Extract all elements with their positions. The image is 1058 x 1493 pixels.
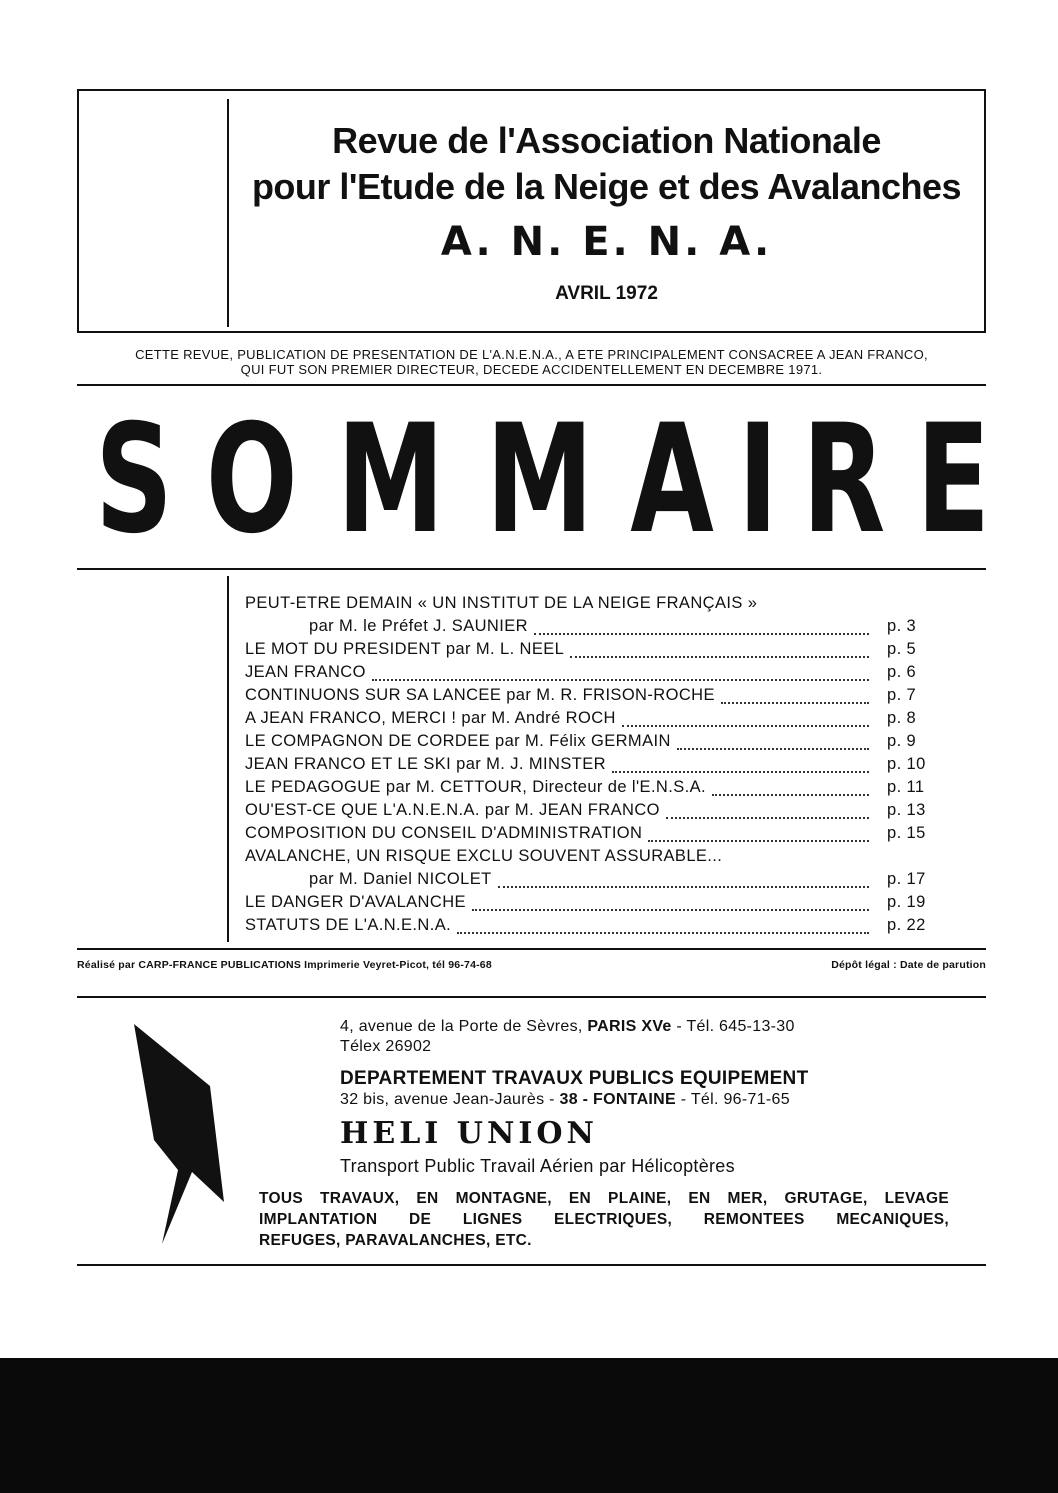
toc-entry-title: A JEAN FRANCO, MERCI ! par M. André ROCH: [245, 709, 616, 727]
toc-leader-dots: [570, 656, 869, 658]
toc-leader-dots: [712, 794, 869, 796]
toc-leader-dots: [666, 817, 869, 819]
toc-leader-dots: [648, 840, 869, 842]
toc-page-number: p. 19: [887, 893, 926, 911]
toc-entry-title: LE MOT DU PRESIDENT par M. L. NEEL: [245, 640, 565, 658]
toc-entry-title: AVALANCHE, UN RISQUE EXCLU SOUVENT ASSURABLE...: [245, 847, 723, 865]
sommaire-letter: A: [630, 393, 714, 567]
toc-leader-dots: [372, 679, 869, 681]
toc-entry-title: PEUT-ETRE DEMAIN « UN INSTITUT DE LA NEIGE FRANÇAIS »: [245, 594, 758, 612]
toc-page-number: p. 9: [887, 732, 917, 750]
toc-leader-dots: [622, 725, 869, 727]
toc-entry-title: OU'EST-CE QUE L'A.N.E.N.A. par M. JEAN FRANCO: [245, 801, 660, 819]
toc-entry-title: LE DANGER D'AVALANCHE: [245, 893, 466, 911]
toc-leader-dots: [498, 886, 869, 888]
department-name: DEPARTEMENT TRAVAUX PUBLICS EQUIPEMENT: [340, 1068, 809, 1089]
toc-entry: [245, 686, 935, 709]
toc-page-number: p. 15: [887, 824, 926, 842]
sommaire-letter: M: [485, 393, 594, 567]
header-acronym: A. N. E. N. A.: [440, 219, 773, 265]
header-title-line2: pour l'Etude de la Neige et des Avalanches: [251, 166, 962, 207]
toc-entry: [245, 755, 935, 778]
intro-line1: CETTE REVUE, PUBLICATION DE PRESENTATION DE L'A.N.E.N.A., A ETE PRINCIPALEMENT CONSACREE A JEAN FRANCO,: [135, 347, 928, 362]
toc-entry-title: LE COMPAGNON DE CORDEE par M. Félix GERMAIN: [245, 732, 671, 750]
toc-entry: [245, 801, 935, 824]
city-fontaine: 38 - FONTAINE: [559, 1091, 677, 1108]
heli-union-logo: [132, 1022, 242, 1244]
toc-entry-title: JEAN FRANCO: [245, 663, 366, 681]
toc-entry: [245, 778, 935, 801]
sommaire-letter: S: [95, 393, 173, 567]
toc-leader-dots: [472, 909, 869, 911]
toc-leader-dots: [721, 702, 869, 704]
printer-credit: Réalisé par CARP-FRANCE PUBLICATIONS Imprimerie Veyret-Picot, tél 96-74-68: [77, 959, 492, 971]
toc-entry: [245, 916, 935, 939]
sommaire-letter: I: [738, 393, 779, 567]
issue-date: AVRIL 1972: [555, 283, 658, 304]
toc-entry: [245, 847, 935, 870]
table-of-contents: [77, 568, 986, 950]
toc-entry: [245, 893, 935, 916]
toc-page-number: p. 6: [887, 663, 917, 681]
city-paris: PARIS XVe: [587, 1018, 672, 1035]
toc-leader-dots: [534, 633, 869, 635]
toc-page-number: p. 5: [887, 640, 917, 658]
company-name: HELI UNION: [340, 1116, 598, 1151]
sommaire-letter: R: [802, 393, 886, 567]
toc-entry: [245, 640, 935, 663]
header-title-line1: Revue de l'Association Nationale: [332, 120, 881, 161]
toc-entry: [245, 870, 935, 893]
toc-leader-dots: [677, 748, 869, 750]
toc-page-number: p. 11: [887, 778, 925, 796]
toc-entry-title: LE PEDAGOGUE par M. CETTOUR, Directeur de l'E.N.S.A.: [245, 778, 707, 796]
toc-page-number: p. 17: [887, 870, 926, 888]
address-fontaine: 32 bis, avenue Jean-Jaurès - 38 - FONTAINE - Tél. 96-71-65: [340, 1091, 790, 1108]
toc-entry-title: COMPOSITION DU CONSEIL D'ADMINISTRATION: [245, 824, 643, 842]
toc-page-number: p. 22: [887, 916, 926, 934]
toc-page-number: p. 3: [887, 617, 917, 635]
services-line: REFUGES, PARAVALANCHES, ETC.: [259, 1232, 532, 1249]
toc-entry: [245, 709, 935, 732]
sommaire-heading: [80, 393, 990, 567]
telex: Télex 26902: [340, 1038, 432, 1055]
toc-entry: [245, 594, 935, 617]
toc-list: [245, 594, 935, 939]
company-tagline: Transport Public Travail Aérien par Hélicoptères: [340, 1156, 735, 1176]
divider-rule: [77, 384, 986, 386]
address-paris: 4, avenue de la Porte de Sèvres, PARIS XVe - Tél. 645-13-30: [340, 1018, 795, 1035]
toc-entry: [245, 732, 935, 755]
sommaire-letter: M: [336, 393, 444, 567]
intro-line2: QUI FUT SON PREMIER DIRECTEUR, DECEDE ACCIDENTELLEMENT EN DECEMBRE 1971.: [240, 362, 823, 377]
toc-leader-dots: [612, 771, 869, 773]
toc-page-number: p. 7: [887, 686, 917, 704]
services-list: [259, 1188, 949, 1251]
advertisement: [77, 996, 986, 1266]
scan-background: [0, 1358, 1058, 1493]
toc-page-number: p. 13: [887, 801, 926, 819]
services-line: TOUS TRAVAUX, EN MONTAGNE, EN PLAINE, EN MER, GRUTAGE, LEVAGE: [259, 1190, 949, 1207]
toc-divider: [227, 576, 229, 942]
toc-page-number: p. 10: [887, 755, 926, 773]
toc-entry-title: STATUTS DE L'A.N.E.N.A.: [245, 916, 452, 934]
toc-entry-title: par M. Daniel NICOLET: [309, 870, 492, 888]
toc-entry: [245, 663, 935, 686]
sommaire-letter: O: [205, 393, 298, 567]
toc-entry-title: par M. le Préfet J. SAUNIER: [309, 617, 528, 635]
toc-entry: [245, 824, 935, 847]
toc-entry-title: CONTINUONS SUR SA LANCEE par M. R. FRISON-ROCHE: [245, 686, 715, 704]
header-box: [77, 89, 986, 333]
legal-deposit: Dépôt légal : Date de parution: [831, 959, 986, 971]
toc-entry-title: JEAN FRANCO ET LE SKI par M. J. MINSTER: [245, 755, 606, 773]
toc-page-number: p. 8: [887, 709, 917, 727]
sommaire-letter: E: [915, 393, 990, 567]
services-line: IMPLANTATION DE LIGNES ELECTRIQUES, REMONTEES MECANIQUES,: [259, 1211, 949, 1228]
toc-leader-dots: [457, 932, 869, 934]
toc-entry: [245, 617, 935, 640]
